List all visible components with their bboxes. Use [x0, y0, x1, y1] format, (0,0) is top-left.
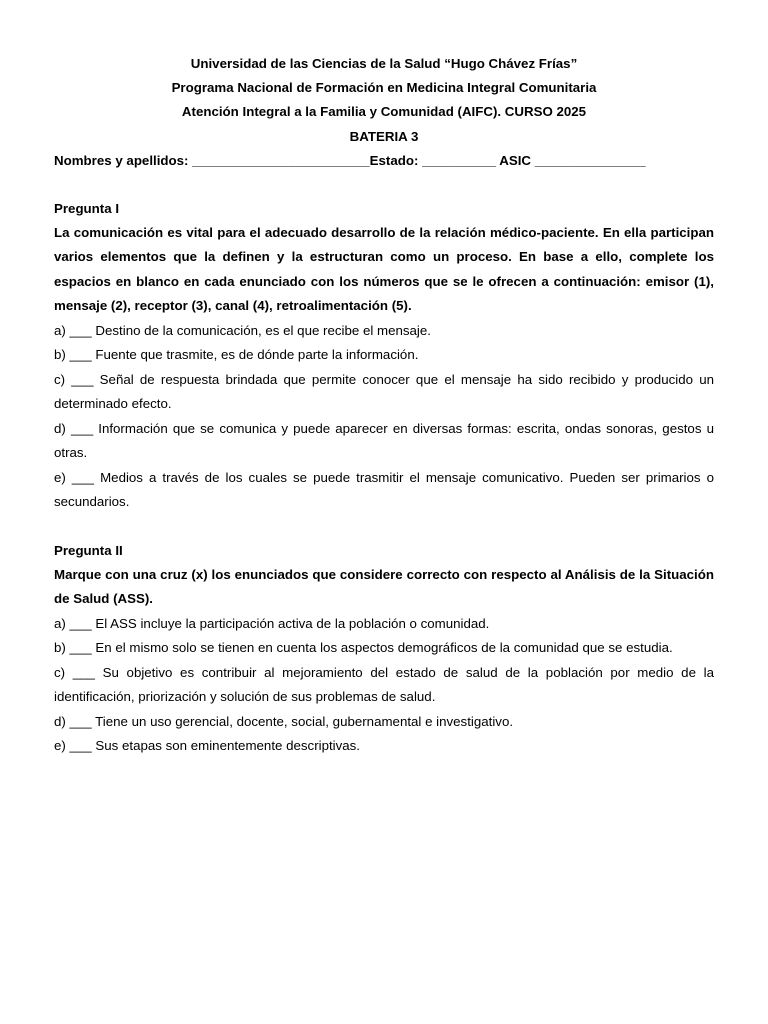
- question-2-stem: Marque con una cruz (x) los enunciados que considere correcto con respecto al Análisis de la Situación de Salud (ASS).: [54, 566, 714, 607]
- program-name: Programa Nacional de Formación en Medicina Integral Comunitaria: [171, 80, 597, 96]
- question-1-item: d) ___ Información que se comunica y puede aparecer en diversas formas: escrita, ondas sonoras, gestos u otras.: [54, 420, 714, 461]
- document-header: [54, 52, 714, 173]
- question-2: [54, 539, 714, 759]
- question-1-item: c) ___ Señal de respuesta brindada que permite conocer que el mensaje ha sido recibido y producido un determinado efecto.: [54, 371, 714, 412]
- question-2-item: c) ___ Su objetivo es contribuir al mejoramiento del estado de salud de la población por medio de la identificación, priorización y solución de sus problemas de salud.: [54, 664, 714, 705]
- university-name: Universidad de las Ciencias de la Salud “Hugo Chávez Frías”: [190, 56, 578, 71]
- question-2-title: Pregunta II: [54, 542, 123, 558]
- question-1: [54, 197, 714, 515]
- course-name: Atención Integral a la Familia y Comunidad (AIFC). CURSO 2025: [181, 104, 587, 120]
- question-1-title: Pregunta I: [54, 200, 120, 216]
- battery-title: BATERIA 3: [349, 128, 419, 144]
- question-2-item: b) ___ En el mismo solo se tienen en cuenta los aspectos demográficos de la comunidad que se estudia.: [54, 640, 673, 656]
- names-line: Nombres y apellidos: ________________________Estado: __________ ASIC _______________: [54, 152, 646, 168]
- question-1-item: b) ___ Fuente que trasmite, es de dónde parte la información.: [54, 347, 419, 363]
- question-1-stem: La comunicación es vital para el adecuado desarrollo de la relación médico-paciente. En ella participan varios elementos que la definen y la estructuran como un proceso. En base a ello, complete los espacios en blanco en cada enunciado con los números que se le ofrecen a continuación: emisor (1), mensaje (2), receptor (3), canal (4), retroalimentación (5).: [54, 224, 714, 314]
- question-2-item: a) ___ El ASS incluye la participación activa de la población o comunidad.: [54, 615, 490, 631]
- question-1-item: e) ___ Medios a través de los cuales se puede trasmitir el mensaje comunicativo. Pueden ser primarios o secundarios.: [54, 469, 714, 510]
- question-2-item: d) ___ Tiene un uso gerencial, docente, social, gubernamental e investigativo.: [54, 713, 514, 729]
- question-1-item: a) ___ Destino de la comunicación, es el que recibe el mensaje.: [54, 322, 431, 338]
- question-2-item: e) ___ Sus etapas son eminentemente descriptivas.: [54, 738, 361, 754]
